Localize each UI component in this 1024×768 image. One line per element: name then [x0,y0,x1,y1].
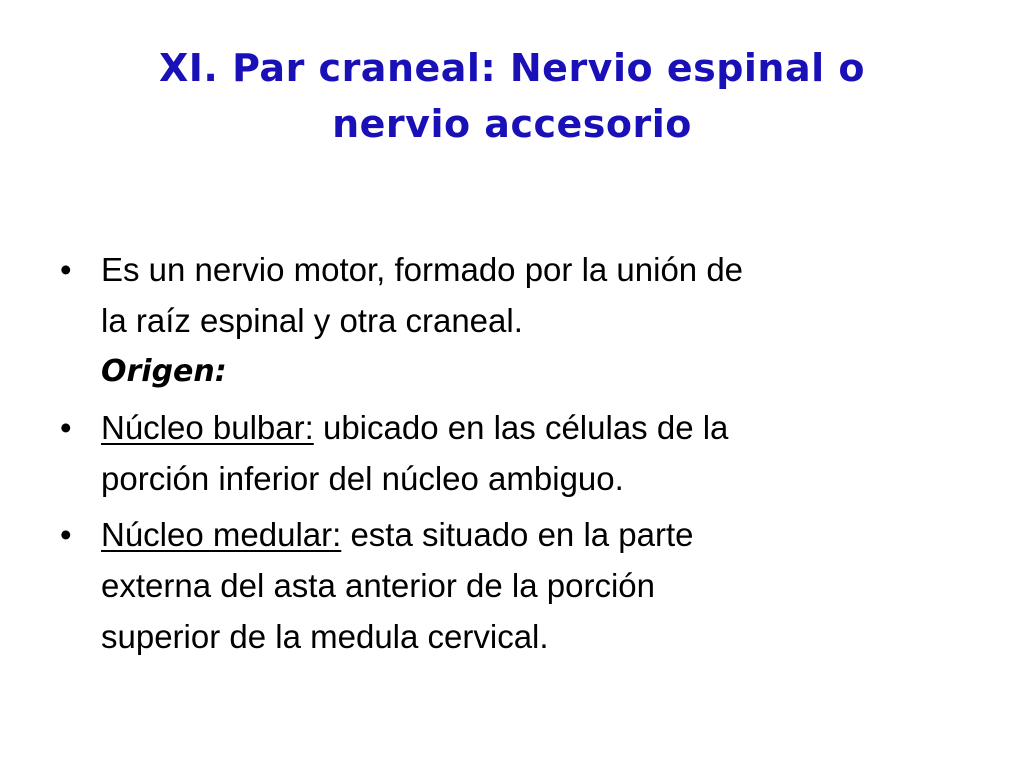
bullet-1-line-1: Es un nervio motor, formado por la unión de [101,251,744,288]
bullet-icon: • [60,516,72,553]
bullet-3-line-3: superior de la medula cervical. [101,618,549,655]
bullet-3-line-1 [101,509,960,560]
bullet-item-1 [60,244,960,397]
origin-subheading: Origen: [101,354,227,389]
bullet-icon: • [60,409,72,446]
slide-title-line-2: nervio accesorio [332,102,692,146]
slide-title [60,40,964,152]
bullet-3-line-2: externa del asta anterior de la porción [101,567,656,604]
bullet-2-line-2: porción inferior del núcleo ambiguo. [101,460,624,497]
bullet-item-2 [60,402,960,504]
term-nucleo-medular: Núcleo medular: [101,516,342,553]
bullet-item-3 [60,509,960,662]
term-nucleo-bulbar: Núcleo bulbar: [101,409,314,446]
bullet-1-line-2: la raíz espinal y otra craneal. [101,302,523,339]
bullet-2-line-1-rest: ubicado en las células de la [313,409,729,446]
slide-body [60,244,960,667]
bullet-icon: • [60,251,72,288]
slide-title-line-1: XI. Par craneal: Nervio espinal o [159,46,865,90]
bullet-2-line-1 [101,402,960,453]
bullet-3-line-1-rest: esta situado en la parte [341,516,694,553]
